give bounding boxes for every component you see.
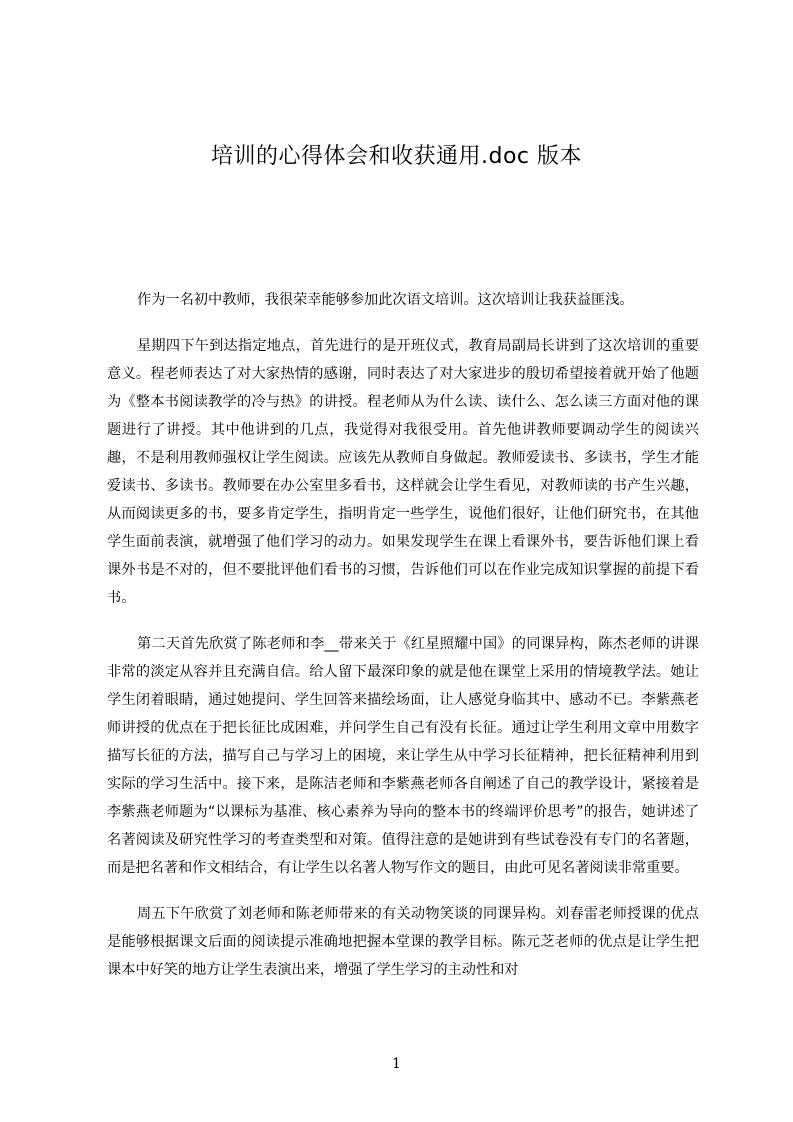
document-title: 培训的心得体会和收获通用.doc 版本 [210, 144, 582, 169]
paragraph-second-day: 第二天首先欣赏了陈老师和李__带来关于《红星照耀中国》的同课异构，陈杰老师的讲课非常的淡定从容并且充满自信。给人留下最深印象的就是他在课堂上采用的情境教学法。她让学生闭着眼睛，通过她提问、学生回答来描绘场面，让人感觉身临其中、感动不已。李紫燕老师讲授的优点在于把长征比成困难，并问学生自己有没有长征。通过让学生利用文章中用数字描写长征的方法，描写自己与学习上的困境，来让学生从中学习长征精神，把长征精神利用到实际的学习生活中。接下来，是陈洁老师和李紫燕老师各自阐述了自己的教学设计，紧接着是李紫燕老师题为“以课标为基准、核心素养为导向的整本书的终端评价思考”的报告，她讲述了名著阅读及研究性学习的考查类型和对策。值得注意的是她讲到有些试卷没有专门的名著题，而是把名著和作文相结合，有让学生以名著人物写作文的题目，由此可见名著阅读非常重要。 [107, 636, 700, 876]
page-number: 1 [392, 1056, 401, 1072]
paragraph-intro: 作为一名初中教师，我很荣幸能够参加此次语文培训。这次培训让我获益匪浅。 [137, 292, 634, 308]
document-body [107, 286, 699, 1002]
paragraph-thursday: 星期四下午到达指定地点，首先进行的是开班仪式，教育局副局长讲到了这次培训的重要意义。程老师表达了对大家热情的感谢，同时表达了对大家进步的殷切希望接着就开始了他题为《整本书阅读教学的冷与热》的讲授。程老师从为什么读、读什么、怎么读三方面对他的课题进行了讲授。其中他讲到的几点，我觉得对我很受用。首先他讲教师要调动学生的阅读兴趣，不是利用教师强权让学生阅读。应该先从教师自身做起。教师爱读书、多读书，学生才能爱读书、多读书。教师要在办公室里多看书，这样就会让学生看见，对教师读的书产生兴趣，从而阅读更多的书，要多肯定学生，指明肯定一些学生，说他们很好，让他们研究书，在其他学生面前表演，就增强了他们学习的动力。如果发现学生在课上看课外书，要告诉他们课上看课外书是不对的，但不要批评他们看书的习惯，告诉他们可以在作业完成知识掌握的前提下看书。 [107, 338, 699, 606]
paragraph-friday: 周五下午欣赏了刘老师和陈老师带来的有关动物笑谈的同课异构。刘春雷老师授课的优点是能够根据课文后面的阅读提示准确地把握本堂课的教学目标。陈元芝老师的优点是让学生把课本中好笑的地方让学生表演出来，增强了学生学习的主动性和对 [107, 906, 699, 978]
